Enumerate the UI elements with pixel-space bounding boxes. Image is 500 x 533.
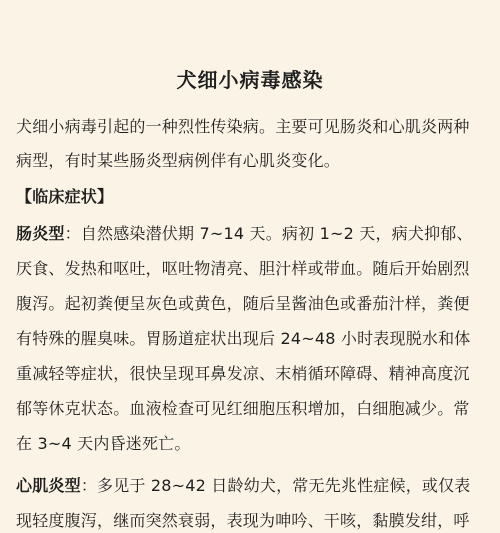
intestinal-line-1-text: ：自然感染潜伏期 7~14 天。病初 1~2 天，病犬抑郁、 (64, 224, 473, 243)
myocardial-line-2: 现轻度腹泻，继而突然衰弱，表现为呻吟、干咳，黏膜发绀，呼 (16, 511, 470, 530)
myocardial-type-label: 心肌炎型 (16, 476, 81, 495)
myocardial-line-1-text: ：多见于 28~42 日龄幼犬，常无先兆性症候，或仅表 (80, 476, 471, 495)
intestinal-line-2: 厌食、发热和呕吐，呕吐物清亮、胆汁样或带血。随后开始剧烈 (16, 259, 470, 278)
intestinal-line-5: 重减轻等症状，很快呈现耳鼻发凉、末梢循环障碍、精神高度沉 (16, 364, 470, 383)
intestinal-line-7: 在 3~4 天内昏迷死亡。 (16, 434, 191, 453)
intestinal-type-label: 肠炎型 (16, 224, 65, 243)
section-heading: 【临床症状】 (16, 187, 114, 206)
intro-line-1: 犬细小病毒引起的一种烈性传染病。主要可见肠炎和心肌炎两种 (16, 117, 470, 136)
intestinal-line-3: 腹泻。起初粪便呈灰色或黄色，随后呈酱油色或番茄汁样，粪便 (16, 294, 470, 313)
intestinal-line-1 (16, 221, 490, 244)
intestinal-line-4: 有特殊的腥臭味。胃肠道症状出现后 24~48 小时表现脱水和体 (16, 329, 471, 348)
intro-line-2: 病型，有时某些肠炎型病例伴有心肌炎变化。 (16, 151, 341, 170)
page-title: 犬细小病毒感染 (176, 68, 324, 92)
myocardial-line-1 (16, 473, 490, 496)
intestinal-line-6: 郁等休克状态。血液检查可见红细胞压积增加，白细胞减少。常 (16, 399, 470, 418)
